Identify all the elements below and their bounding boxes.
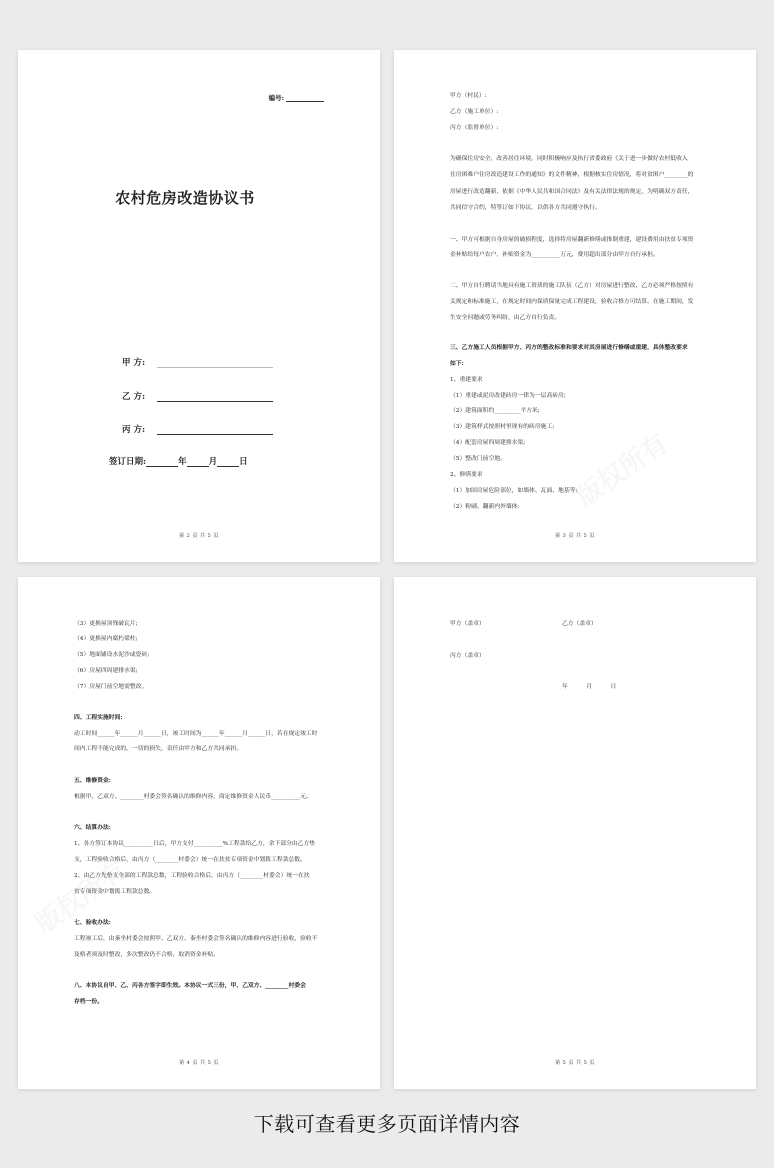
year-blank: [146, 457, 178, 467]
text-line: 为确保住房安全，改善居住环境，同时积极响应及执行省委政府《关于进一步做好农村低收入: [450, 156, 688, 162]
text-line: （2）粉刷、翻新内外墙体;: [450, 504, 520, 510]
party-a-seal: 甲方（盖章）: [450, 621, 485, 627]
text-line: （5）地面铺设水泥沙或瓷砖;: [74, 652, 150, 658]
text-line: 支，工程验收合格后，由丙方（________村委会）统一在扶贫专项资金中划拨工程款总数。: [74, 857, 306, 863]
text-line: 甲方（村民）:: [450, 93, 487, 99]
text-line: （6）房屋四周建排水渠;: [74, 668, 138, 674]
section-heading: 七、验收办法:: [74, 920, 111, 926]
party-b-label: 乙 方:: [122, 392, 146, 402]
seal-date: 年 月 日: [562, 684, 617, 690]
section-heading: 存档一份。: [74, 999, 103, 1005]
text-line: 1、重建要求: [450, 377, 483, 383]
text-line: 关规定和标准施工，在规定时间内保质保量完成工程建设，验收合格方可结算。在施工期间，发: [450, 299, 694, 305]
text-line: （4）配套房屋四周建排水渠;: [450, 440, 526, 446]
month-label: 月: [208, 457, 218, 467]
day-blank: [217, 457, 239, 467]
text-line: 乙方（施工单位）:: [450, 109, 499, 115]
text-line: （1）加固房屋危险部位，如墙体、瓦面、地基等;: [450, 488, 578, 494]
section-heading: 五、维修资金:: [74, 778, 111, 784]
party-c-row: [122, 423, 273, 435]
text-line: 二、甲方自行聘请当地具有施工资质的施工队伍（乙方）对房屋进行整改，乙方必须严格按照有: [450, 283, 694, 289]
section-heading: 八、本协议自甲、乙、丙各方签字即生效。本协议一式三份，甲、乙双方、________村委会: [74, 983, 306, 989]
year-label: 年: [178, 457, 187, 467]
page-footer: 第 2 页 共 5 页: [179, 533, 219, 539]
party-c-blank: [157, 425, 273, 435]
text-line: 房屋进行改造翻新，依据《中华人民共和国合同法》及有关法律法规的规定，为明确双方责任，: [450, 189, 694, 195]
page-3: [394, 50, 756, 562]
text-line: 丙方（监督单位）:: [450, 125, 499, 131]
text-line: 及格者须及时整改，多次整改仍不合格，取消资金补贴。: [74, 952, 219, 958]
text-line: （4）更换屋内腐朽梁柱;: [74, 636, 138, 642]
text-line: 动工时间______年______月______日，竣工时间为______年______月______日，若在规定竣工时: [74, 731, 318, 737]
party-c-label: 丙 方:: [122, 425, 146, 435]
document-number-blank: [286, 95, 324, 102]
party-a-label: 甲 方:: [122, 358, 146, 368]
party-b-blank: [157, 392, 273, 402]
party-a-blank: [157, 358, 273, 368]
section-heading: 如下:: [450, 361, 464, 367]
text-line: 根据甲、乙双方、________村委会签名确认的维修内容，商定维修资金人民币__________元。: [74, 794, 312, 800]
section-heading: 三、乙方施工人员根据甲方、丙方的整改标准和要求对其房屋进行修缮或重建，具体整改要求: [450, 345, 688, 351]
text-line: 贫专项资金中划拨工程款总数。: [74, 889, 156, 895]
text-line: （5）整改门前空地。: [450, 456, 506, 462]
text-line: 间内工程不能完成的，一切的损失，责任由甲方和乙方共同承担。: [74, 746, 243, 752]
text-line: 2、修缮要求: [450, 472, 483, 478]
text-line: 住房困难户住房改造建设工作的通知》的文件精神，根据核实住房情况，将对贫困户________的: [450, 172, 694, 178]
text-line: （1）重建或泥房改建砖房一律为一层高砖房;: [450, 393, 566, 399]
section-heading: 六、结算办法:: [74, 825, 111, 831]
watermark: [568, 424, 674, 514]
party-c-seal: 丙方（盖章）: [450, 653, 485, 659]
page-5: [394, 577, 756, 1089]
document-number-label: 编号:: [268, 94, 284, 102]
page-footer: 第 3 页 共 5 页: [555, 533, 595, 539]
party-b-seal: 乙方（盖章）: [562, 621, 597, 627]
page-footer: 第 4 页 共 5 页: [179, 1060, 219, 1066]
page-4: [18, 577, 380, 1089]
page-cover: [18, 50, 380, 562]
text-line: 生安全问题或劳务纠纷，由乙方自行负责。: [450, 315, 561, 321]
text-line: （2）建筑面积约_________平方米;: [450, 408, 540, 414]
document-title: 农村危房改造协议书: [115, 189, 255, 207]
text-line: 2、由乙方先垫支全部的工程款总数，工程验收合格后，由丙方（________村委会）统一在扶: [74, 873, 310, 879]
download-caption: 下载可查看更多页面详情内容: [253, 1112, 521, 1136]
signing-date: [109, 455, 248, 467]
text-line: （3）建筑样式按照村里现有的砖房施工;: [450, 424, 555, 430]
party-a-row: [122, 356, 273, 368]
party-b-row: [122, 390, 273, 402]
signing-date-label: 签订日期:: [109, 457, 147, 467]
text-line: 一、甲方可根据自身房屋的破损程度，选择将房屋翻新修缮或推倒重建，建设费用由扶贫专项资: [450, 237, 694, 243]
text-line: 工程竣工后，由秦坐村委会按照甲、乙双方、秦坐村委会签名确认的维修内容进行验收，验收不: [74, 936, 318, 942]
text-line: 1、各方签订本协议__________日后，甲方支付__________%工程款给乙方，余下部分由乙方垫: [74, 841, 316, 847]
document-number: [269, 93, 324, 102]
text-line: 金补贴给每户农户，补贴资金为__________万元，费用超出部分由甲方自行承担。: [450, 252, 659, 258]
text-line: （7）房屋门前空地需整改。: [74, 684, 148, 690]
section-heading: 四、工程实施时间:: [74, 715, 123, 721]
text-line: 共同信守合约，特签订如下协议，以供各方共同遵守执行。: [450, 205, 601, 211]
month-blank: [187, 457, 209, 467]
page-footer: 第 5 页 共 5 页: [555, 1060, 595, 1066]
text-line: （3）更换屋顶残破瓦片;: [74, 621, 138, 627]
day-label: 日: [239, 457, 248, 467]
